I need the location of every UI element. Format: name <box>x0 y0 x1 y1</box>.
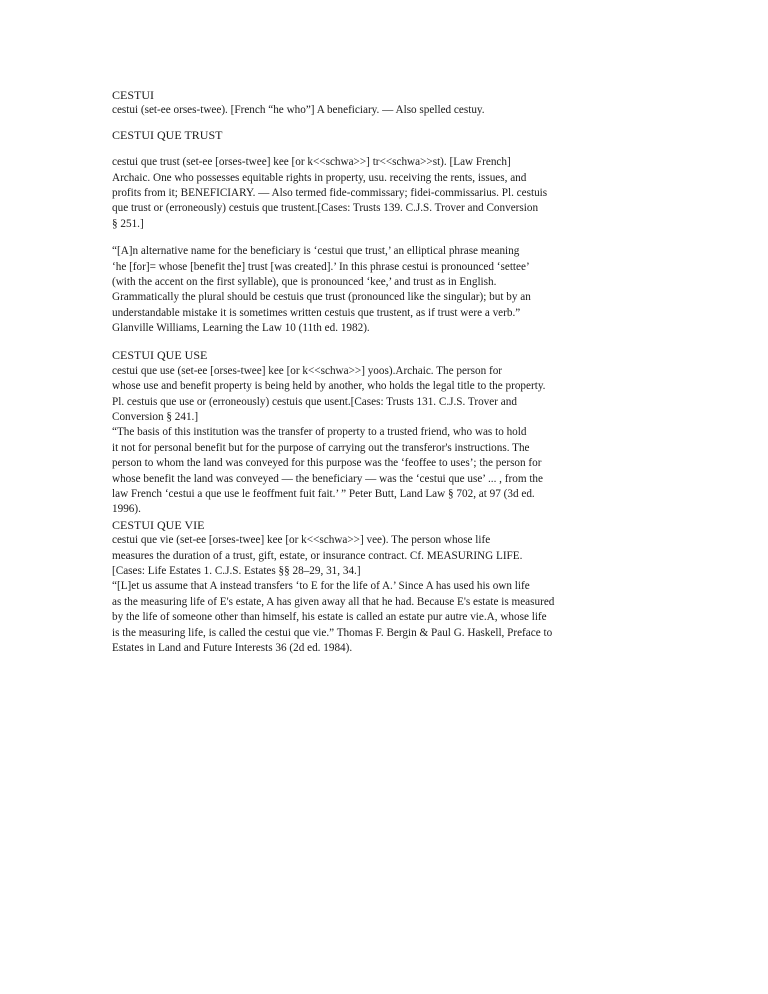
spacer <box>112 336 632 348</box>
quote-line: 1996). <box>112 503 141 516</box>
definition-line: cestui que trust (set-ee [orses-twee] kee [or k<<schwa>>] tr<<schwa>>st). [Law French] <box>112 156 511 169</box>
document-page <box>112 88 632 656</box>
quote-line: Estates in Land and Future Interests 36 (2d ed. 1984). <box>112 641 353 654</box>
definition-line: cestui que use (set-ee [orses-twee] kee [or k<<schwa>>] yoos).Archaic. The person for <box>112 364 503 377</box>
definition-line: measures the duration of a trust, gift, estate, or insurance contract. Cf. MEASURING LIFE. <box>112 549 523 562</box>
quote-line: it not for personal benefit but for the purpose of carrying out the transferor's instructions. The <box>112 441 530 454</box>
definition-line: cestui que vie (set-ee [orses-twee] kee [or k<<schwa>>] vee). The person whose life <box>112 534 491 547</box>
spacer <box>112 119 632 128</box>
definition-line: Pl. cestuis que use or (erroneously) cestuis que usent.[Cases: Trusts 131. C.J.S. Trover and <box>112 395 517 408</box>
quote-line: “[A]n alternative name for the beneficiary is ‘cestui que trust,’ an elliptical phrase meaning <box>112 245 520 258</box>
heading-cestui-que-use: CESTUI QUE USE <box>112 348 208 363</box>
definition-line: profits from it; BENEFICIARY. — Also termed fide-commissary; fidei-commissarius. Pl. cestuis <box>112 186 548 199</box>
heading-cestui-que-trust: CESTUI QUE TRUST <box>112 127 223 142</box>
definition-line: Archaic. One who possesses equitable rights in property, usu. receiving the rents, issues, and <box>112 171 527 184</box>
definition-line: que trust or (erroneously) cestuis que trustent.[Cases: Trusts 139. C.J.S. Trover and Conversion <box>112 202 539 215</box>
definition-line: Conversion § 241.] <box>112 411 199 424</box>
quote-line: understandable mistake it is sometimes written cestuis que trustent, as if trust were a verb.” <box>112 306 521 319</box>
quote-line: as the measuring life of E's estate, A has given away all that he had. Because E's estate is measured <box>112 595 555 608</box>
quote-line: by the life of someone other than himself, his estate is called an estate pur autre vie.A, whose life <box>112 611 547 624</box>
quote-line: whose benefit the land was conveyed — the beneficiary — was the ‘cestui que use’ ... , from the <box>112 472 543 485</box>
definition-line: cestui (set-ee orses-twee). [French “he who”] A beneficiary. — Also spelled cestuy. <box>112 104 485 117</box>
quote-line: “[L]et us assume that A instead transfers ‘to E for the life of A.’ Since A has used his own life <box>112 580 530 593</box>
quote-line: person to whom the land was conveyed for this purpose was the ‘feoffee to uses’; the person for <box>112 457 542 470</box>
spacer <box>112 143 632 155</box>
quote-line: is the measuring life, is called the cestui que vie.” Thomas F. Bergin & Paul G. Haskell, Preface to <box>112 626 553 639</box>
quote-line: (with the accent on the first syllable), que is pronounced ‘kee,’ and trust as in English. <box>112 275 497 288</box>
quote-line: Grammatically the plural should be cestuis que trust (pronounced like the singular); but by an <box>112 291 531 304</box>
definition-line: [Cases: Life Estates 1. C.J.S. Estates §§ 28–29, 31, 34.] <box>112 564 361 577</box>
heading-cestui: CESTUI <box>112 88 154 102</box>
definition-line: § 251.] <box>112 217 144 230</box>
quote-line: “The basis of this institution was the transfer of property to a trusted friend, who was to hold <box>112 426 527 439</box>
definition-line: whose use and benefit property is being held by another, who holds the legal title to the property. <box>112 380 546 393</box>
quote-line: law French ‘cestui a que use le feoffment fuit fait.’ ” Peter Butt, Land Law § 702, at 97 (3d ed. <box>112 487 535 500</box>
spacer <box>112 232 632 244</box>
quote-line: Glanville Williams, Learning the Law 10 (11th ed. 1982). <box>112 322 370 335</box>
heading-cestui-que-vie: CESTUI QUE VIE <box>112 517 205 532</box>
quote-line: ‘he [for]= whose [benefit the] trust [was created].’ In this phrase cestui is pronounced ‘settee’ <box>112 260 530 273</box>
